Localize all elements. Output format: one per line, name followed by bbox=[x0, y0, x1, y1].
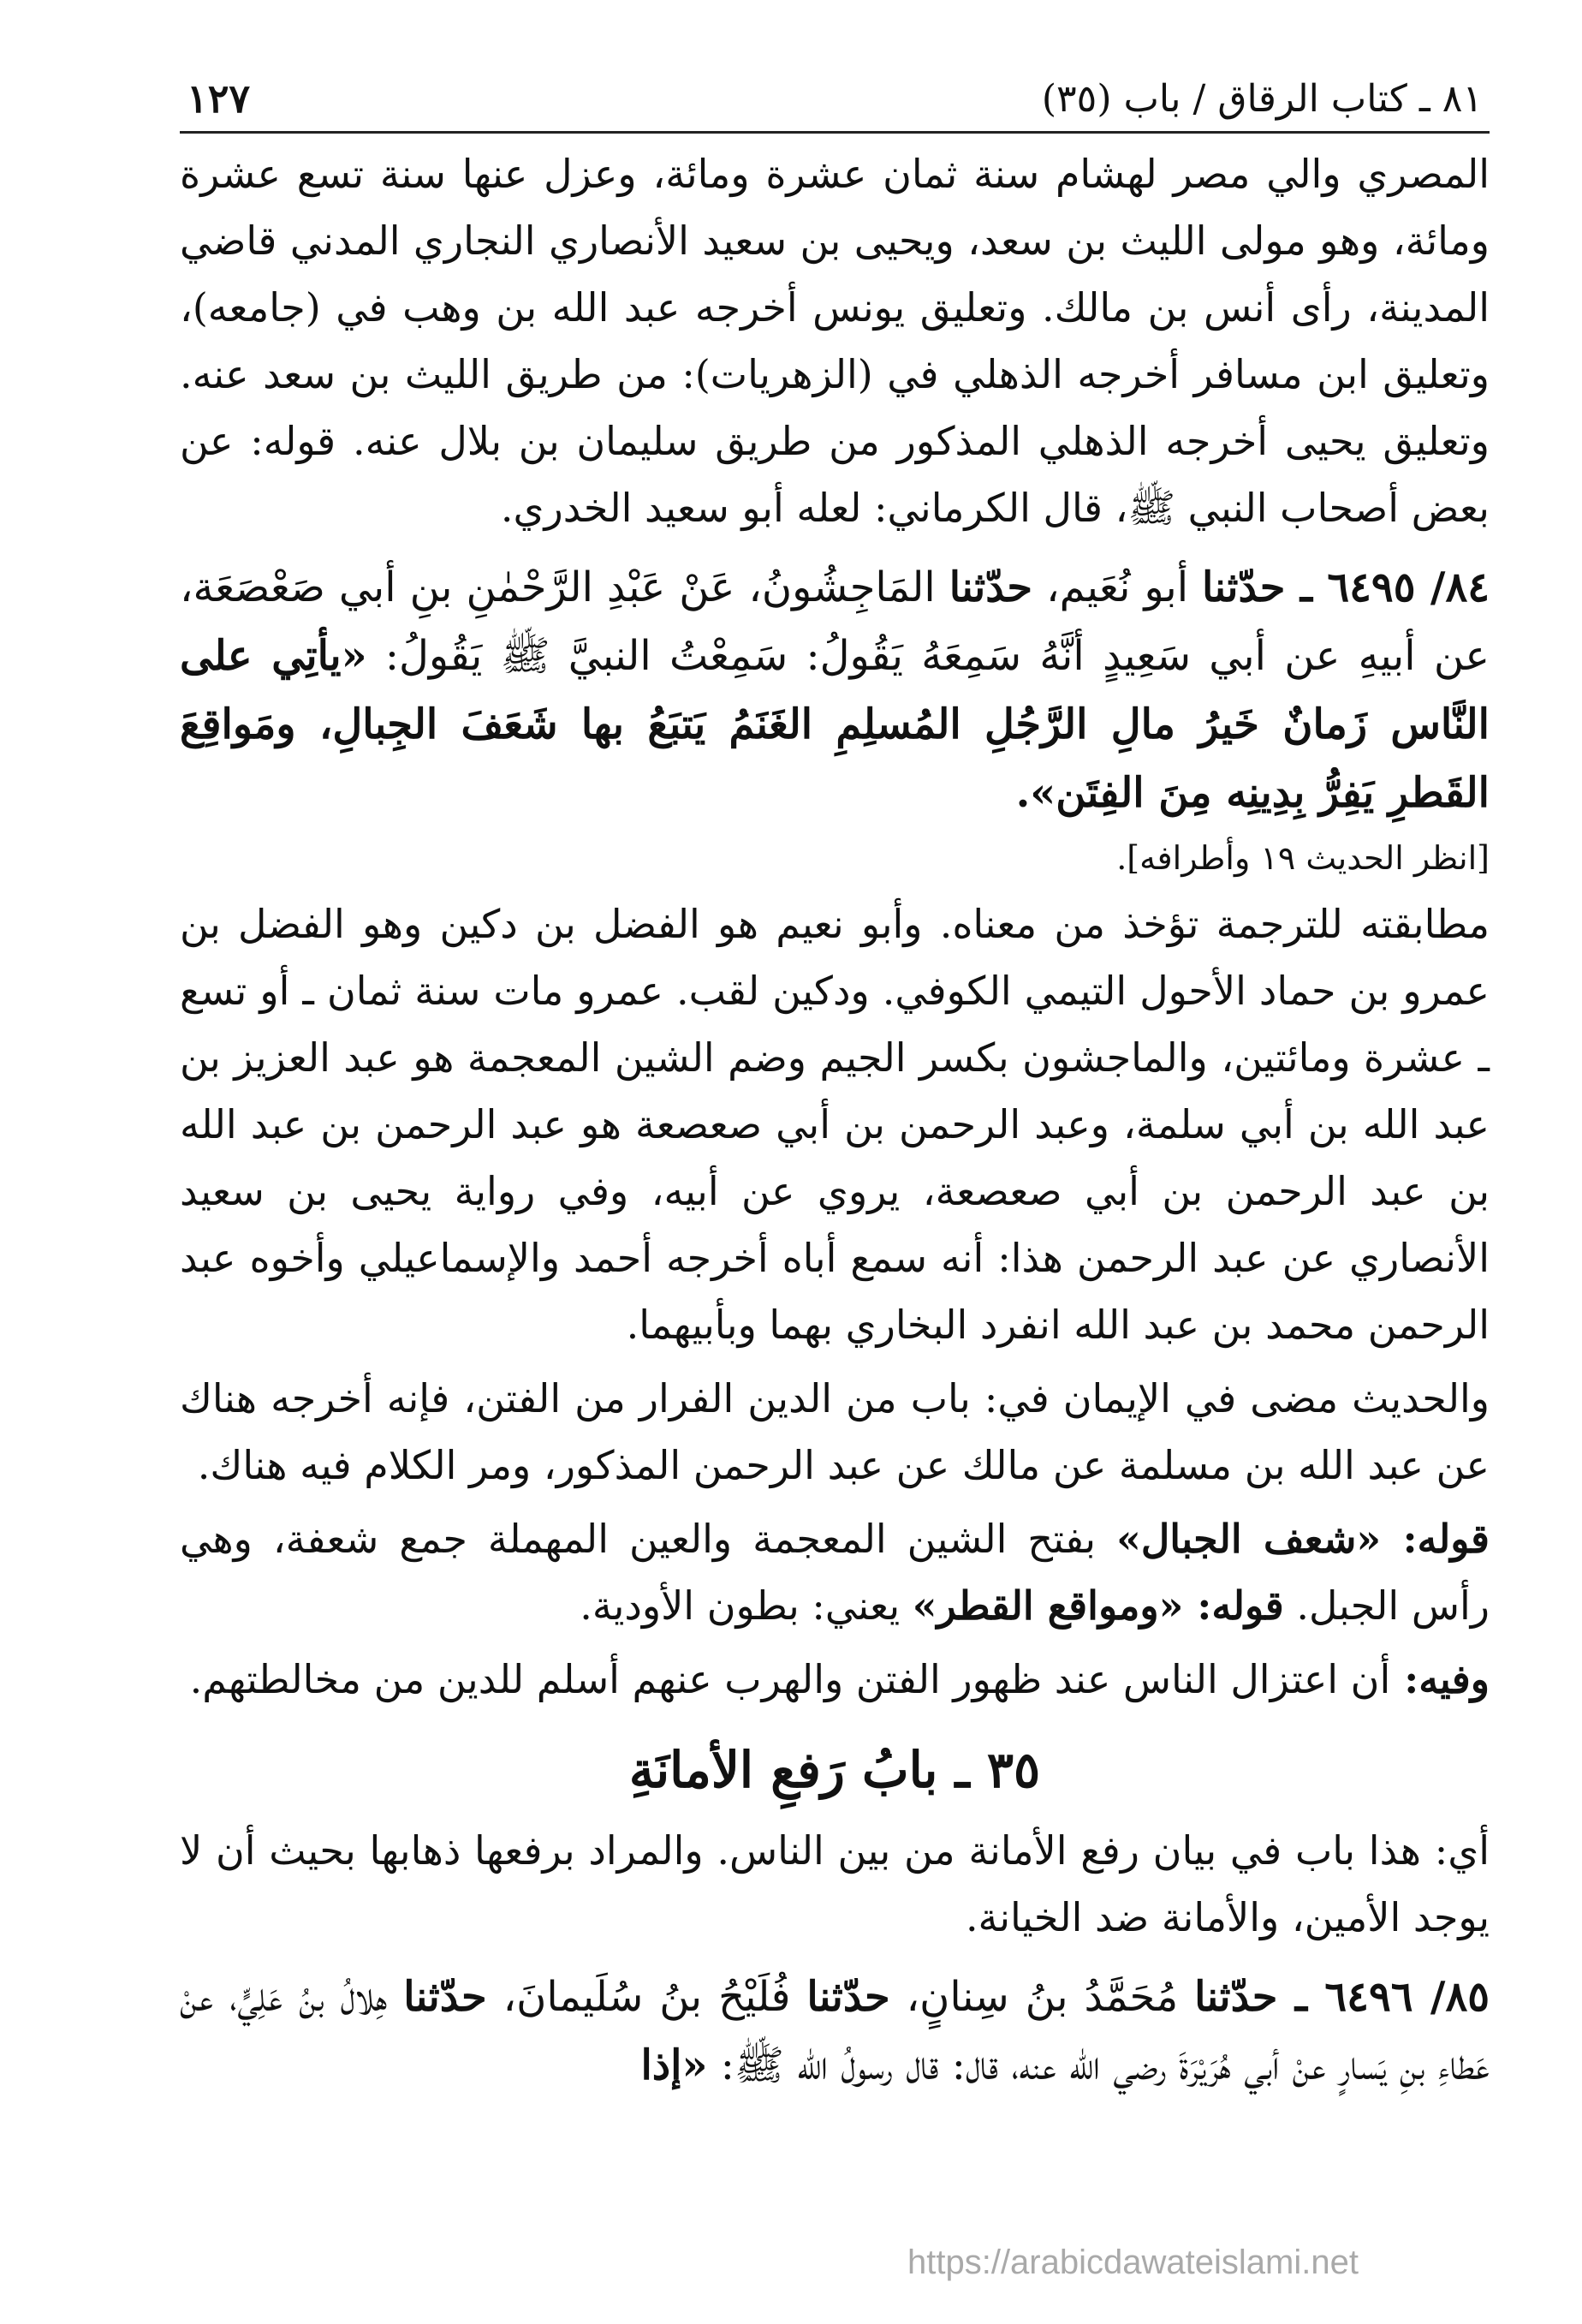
narration-word: حدّثنا bbox=[949, 563, 1033, 612]
narrator-chain: هِلالُ بنُ عَلِيٍّ، عنْ عَطاءِ بنِ يَسارٍ عنْ أبي هُرَيْرَةَ رضي الله عنه، قال: قال رسولُ الله ﷺ: bbox=[180, 1973, 1490, 2090]
page-header bbox=[180, 75, 1490, 134]
paragraph-3: والحديث مضى في الإيمان في: باب من الدين الفرار من الفتن، فإنه أخرجه هناك عن عبد الله بن مسلمة عن مالك عن عبد الرحمن المذكور، ومر الكلام فيه هناك. bbox=[180, 1375, 1490, 1489]
paragraph-5 bbox=[180, 1646, 1490, 1713]
hadith-matn: «يأتِي على النَّاس زَمانٌ خَيرُ مالِ الرَّجُلِ المُسلِمِ الغَنَمُ يَتبَعُ بها شَعَفَ الجِبالِ، ومَواقِعَ القَطرِ يَفِرُّ بِدِينِه مِنَ الفِتَن». bbox=[180, 632, 1490, 818]
cross-reference: [انظر الحديث ١٩ وأطرافه]. bbox=[1116, 839, 1490, 878]
paragraph-6: أي: هذا باب في بيان رفع الأمانة من بين الناس. والمراد برفعها ذهابها بحيث أن لا يوجد الأمين، والأمانة ضد الخيانة. bbox=[180, 1827, 1490, 1941]
explanation-text: يعني: بطون الأودية. bbox=[580, 1582, 913, 1630]
benefit-text: أن اعتزال الناس عند ظهور الفتن والهرب عنهم أسلم للدين من مخالطتهم. bbox=[189, 1656, 1391, 1703]
narrator-text: فُلَيْحُ بنُ سُلَيمانَ، bbox=[486, 1973, 807, 2022]
book-page bbox=[180, 75, 1490, 2100]
narration-word: حدّثنا bbox=[1202, 563, 1286, 612]
paragraph-1: المصري والي مصر لهشام سنة ثمان عشرة ومائة، وعزل عنها سنة تسع عشرة ومائة، وهو مولى الليث بن سعد، ويحيى بن سعيد الأنصاري النجاري المدني قاضي المدينة، رأى أنس بن مالك. وتعليق يونس أخرجه عبد الله بن وهب في (جامعه)، وتعليق ابن مسافر أخرجه الذهلي في (الزهريات): من طريق الليث بن سعد عنه. وتعليق يحيى أخرجه الذهلي المذكور من طريق سليمان بن بلال عنه. قوله: عن بعض أصحاب النبي ﷺ، قال الكرماني: لعله أبو سعيد الخدري. bbox=[180, 151, 1490, 532]
page-number: ١٢٧ bbox=[187, 75, 251, 122]
chapter-heading: ٣٥ ـ بابُ رَفعِ الأمانَةِ bbox=[628, 1741, 1041, 1800]
narrator-text: مُحَمَّدُ بنُ سِنانٍ، bbox=[889, 1973, 1195, 2022]
narration-word: حدّثنا bbox=[1194, 1973, 1278, 2022]
hadith-number: ٨٤/ ٦٤٩٥ ـ bbox=[1285, 563, 1490, 612]
narrator-text: أبو نُعَيم، bbox=[1032, 563, 1203, 612]
explanation-text: بفتح الشين المعجمة والعين المهملة جمع شعفة، وهي رأس الجبل. bbox=[180, 1516, 1490, 1630]
quoted-term: «ومواقع القطر» bbox=[912, 1582, 1184, 1630]
wafihi-label: وفيه: bbox=[1390, 1656, 1490, 1703]
hadith-85 bbox=[180, 1963, 1490, 2100]
paragraph-2: مطابقته للترجمة تؤخذ من معناه. وأبو نعيم هو الفضل بن دكين وهو الفضل بن عمرو بن حماد الأحول التيمي الكوفي. ودكين لقب. عمرو مات سنة ثمان ـ أو تسع ـ عشرة ومائتين، والماجشون بكسر الجيم وضم الشين المعجمة هو عبد العزيز بن عبد الله بن أبي سلمة، وعبد الرحمن بن أبي صعصعة هو عبد الرحمن بن عبد الله بن عبد الرحمن بن أبي صعصعة، يروي عن أبيه، وفي رواية يحيى بن سعيد الأنصاري عن عبد الرحمن هذا: أنه سمع أباه أخرجه أحمد والإسماعيلي وأخوه عبد الرحمن محمد بن عبد الله انفرد البخاري بهما وبأبيهما. bbox=[180, 901, 1490, 1349]
qawluhu-label: قوله: bbox=[1183, 1582, 1284, 1630]
narration-word: حدّثنا bbox=[403, 1973, 487, 2022]
hadith-number: ٨٥/ ٦٤٩٦ ـ bbox=[1277, 1973, 1490, 2022]
hadith-84 bbox=[180, 553, 1490, 827]
paragraph-4 bbox=[180, 1505, 1490, 1639]
watermark: https://arabicdawateislami.net bbox=[907, 2244, 1359, 2281]
narration-word: حدّثنا bbox=[806, 1973, 890, 2022]
qawluhu-label: قوله: bbox=[1381, 1516, 1490, 1563]
hadith-matn-start: «إذا bbox=[640, 2041, 708, 2090]
quoted-term: «شعف الجبال» bbox=[1116, 1516, 1382, 1563]
narrator-chain: المَاجِشُونُ، عَنْ عَبْدِ الرَّحْمٰنِ بنِ أبي صَعْصَعَة، عن أبيهِ عن أبي سَعِيدٍ أنَّهُ سَمِعَهُ يَقُولُ: سَمِعْتُ النبيَّ ﷺ يَقُولُ: bbox=[180, 563, 1490, 681]
running-title: ٨١ ـ كتاب الرقاق / باب (٣٥) bbox=[1041, 77, 1483, 122]
